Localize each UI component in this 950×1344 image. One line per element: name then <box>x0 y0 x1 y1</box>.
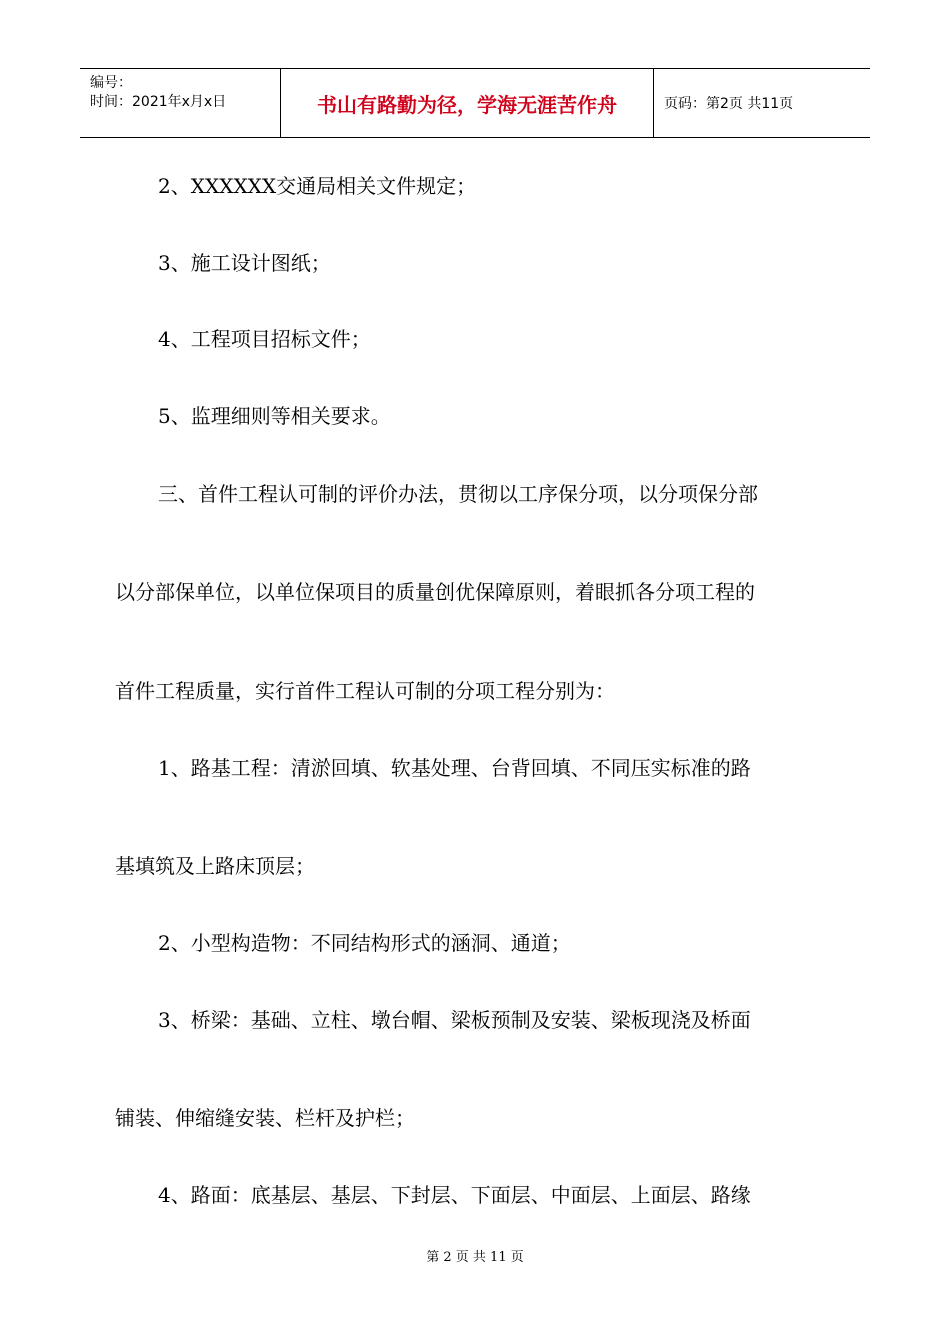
body-line-10: 2、小型构造物：不同结构形式的涵洞、通道； <box>158 931 571 955</box>
body-line-9: 基填筑及上路床顶层； <box>115 854 315 878</box>
body-line-6: 以分部保单位，以单位保项目的质量创优保障原则，着眼抓各分项工程的 <box>115 580 755 604</box>
header-meta-cell <box>80 69 281 137</box>
body-line-13: 4、路面：底基层、基层、下封层、下面层、中面层、上面层、路缘 <box>158 1183 751 1207</box>
document-time-label: 时间：2021年x月x日 <box>90 94 227 110</box>
body-line-8: 1、路基工程：清淤回填、软基处理、台背回填、不同压实标准的路 <box>158 756 751 780</box>
body-line-11: 3、桥梁：基础、立柱、墩台帽、梁板预制及安装、梁板现浇及桥面 <box>158 1008 751 1032</box>
page-footer: 第 2 页 共 11 页 <box>426 1250 524 1265</box>
header-page-info: 页码：第2页 共11页 <box>664 96 794 112</box>
body-line-7: 首件工程质量，实行首件工程认可制的分项工程分别为： <box>115 679 615 703</box>
body-line-2: 3、施工设计图纸； <box>158 251 331 275</box>
body-line-1: 2、XXXXXX交通局相关文件规定； <box>158 174 477 198</box>
body-line-5: 三、首件工程认可制的评价办法，贯彻以工序保分项，以分项保分部 <box>158 482 758 506</box>
body-line-3: 4、工程项目招标文件； <box>158 327 371 351</box>
document-number-label: 编号： <box>90 75 132 91</box>
document-header <box>80 68 870 138</box>
header-motto: 书山有路勤为径，学海无涯苦作舟 <box>281 69 654 137</box>
body-line-12: 铺装、伸缩缝安装、栏杆及护栏； <box>115 1106 415 1130</box>
body-line-4: 5、监理细则等相关要求。 <box>158 404 391 428</box>
